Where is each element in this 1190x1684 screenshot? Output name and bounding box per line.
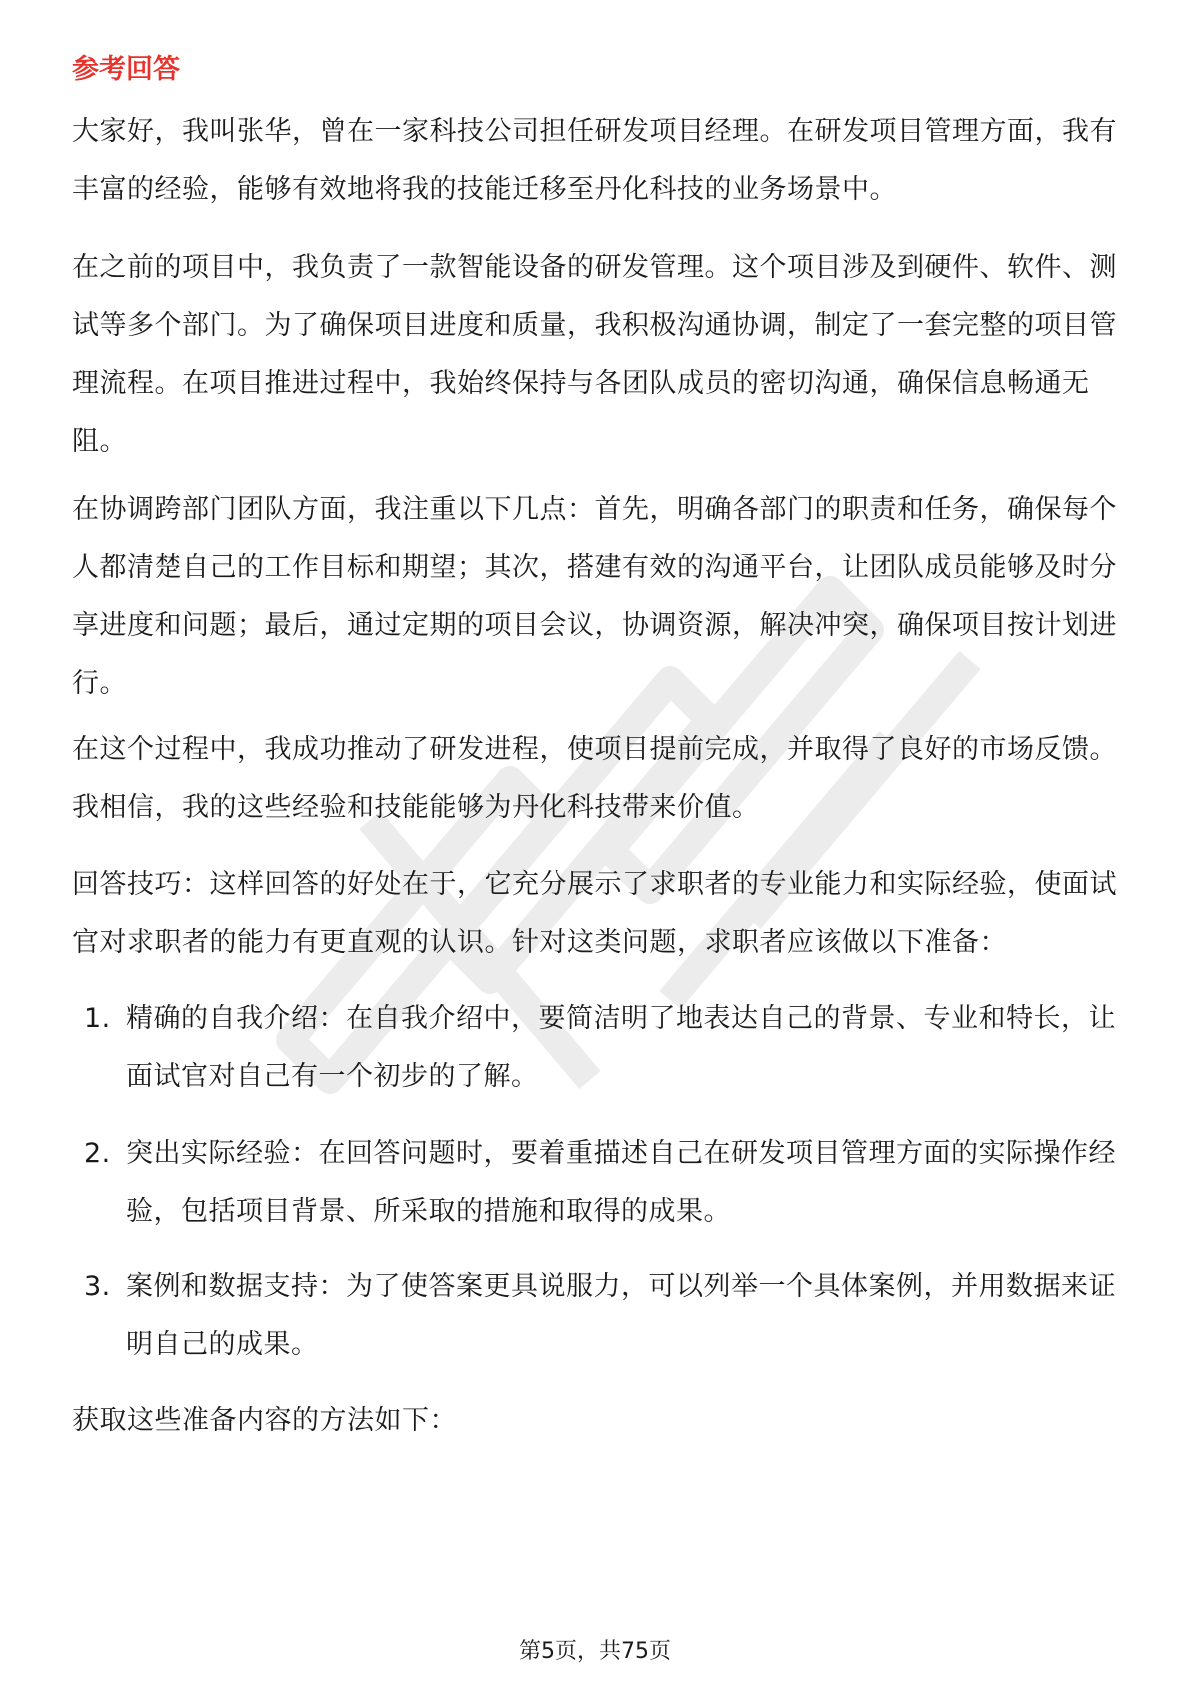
paragraph-coordination: 在协调跨部门团队方面，我注重以下几点：首先，明确各部门的职责和任务，确保每个人都清楚自己的工作目标和期望；其次，搭建有效的沟通平台，让团队成员能够及时分享进度和问题；最后，通过定期的项目会议，协调资源，解决冲突，确保项目按计划进行。 <box>72 494 1117 699</box>
list-item <box>84 1125 1134 1241</box>
list-number: 3. <box>84 1271 111 1302</box>
paragraph-closing: 获取这些准备内容的方法如下： <box>72 1405 457 1436</box>
list-item <box>84 990 1134 1106</box>
paragraph-project: 在之前的项目中，我负责了一款智能设备的研发管理。这个项目涉及到硬件、软件、测试等多个部门。为了确保项目进度和质量，我积极沟通协调，制定了一套完整的项目管理流程。在项目推进过程中，我始终保持与各团队成员的密切沟通，确保信息畅通无阻。 <box>72 252 1117 457</box>
paragraph-tips: 回答技巧：这样回答的好处在于，它充分展示了求职者的专业能力和实际经验，使面试官对求职者的能力有更直观的认识。针对这类问题，求职者应该做以下准备： <box>72 869 1117 958</box>
section-heading: 参考回答 <box>72 54 180 85</box>
list-text: 案例和数据支持：为了使答案更具说服力，可以列举一个具体案例，并用数据来证明自己的成果。 <box>126 1271 1116 1360</box>
list-text: 突出实际经验：在回答问题时，要着重描述自己在研发项目管理方面的实际操作经验，包括项目背景、所采取的措施和取得的成果。 <box>126 1138 1116 1227</box>
page-number-footer: 第5页，共75页 <box>519 1639 671 1664</box>
list-text: 精确的自我介绍：在自我介绍中，要简洁明了地表达自己的背景、专业和特长，让面试官对自己有一个初步的了解。 <box>126 1003 1116 1092</box>
paragraph-result: 在这个过程中，我成功推动了研发进程，使项目提前完成，并取得了良好的市场反馈。我相信，我的这些经验和技能能够为丹化科技带来价值。 <box>72 734 1117 823</box>
paragraph-intro: 大家好，我叫张华，曾在一家科技公司担任研发项目经理。在研发项目管理方面，我有丰富的经验，能够有效地将我的技能迁移至丹化科技的业务场景中。 <box>72 116 1117 205</box>
list-number: 2. <box>84 1138 111 1169</box>
list-number: 1. <box>84 1003 111 1034</box>
list-item <box>84 1258 1134 1374</box>
